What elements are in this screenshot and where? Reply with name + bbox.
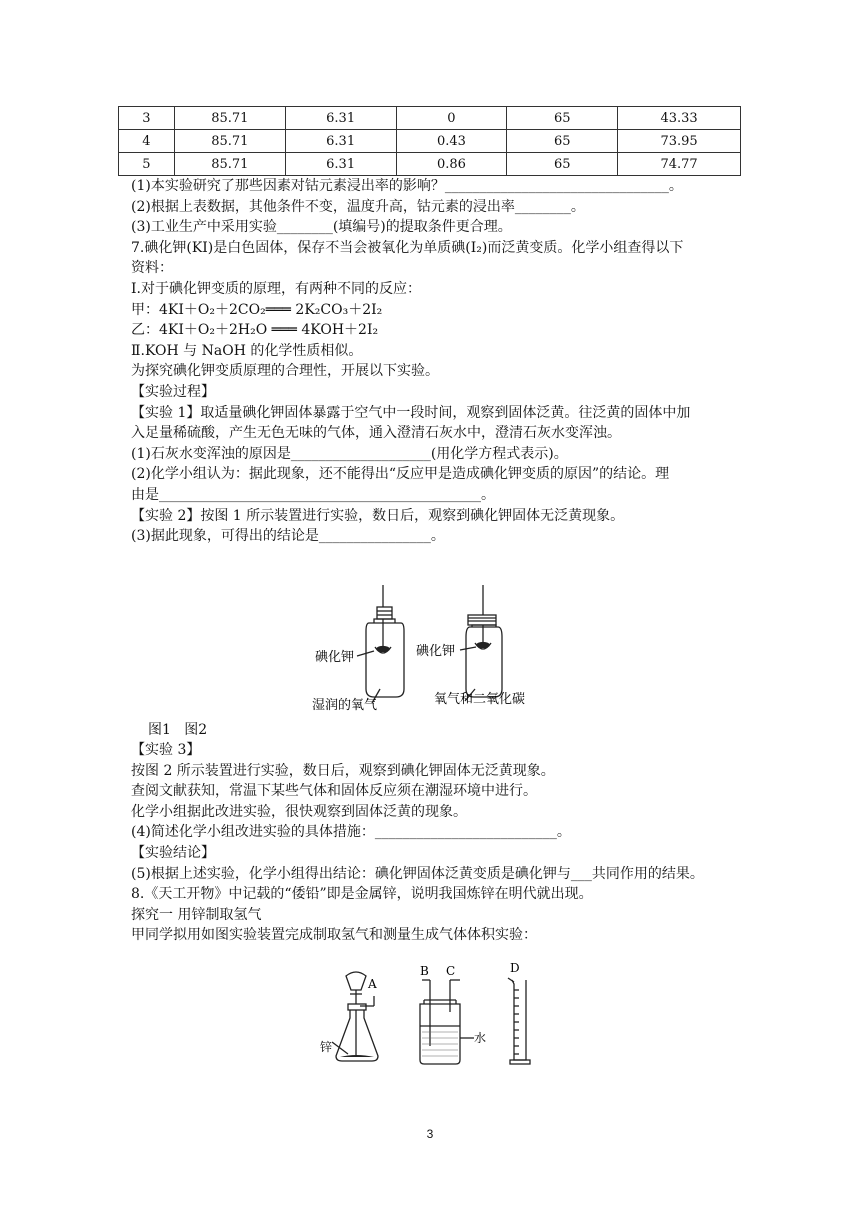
text-line: 探究一 用锌制取氢气 <box>131 906 262 923</box>
bottle-2 <box>460 585 502 701</box>
table-cell: 85.71 <box>174 130 285 153</box>
water-hatch <box>422 1032 458 1056</box>
text-line: 7.碘化钾(KI)是白色固体，保存不当会被氧化为单质碘(I₂)而泛黄变质。化学小组查得以下 <box>131 239 684 256</box>
label-b: B <box>420 964 429 978</box>
text-line: (3)工业生产中采用实验________(填编号)的提取条件更合理。 <box>131 219 512 236</box>
text-line: 按图 2 所示装置进行实验，数日后，观察到碘化钾固体无泛黄现象。 <box>131 762 555 779</box>
table-cell: 3 <box>119 107 175 130</box>
washing-bottle <box>420 980 474 1064</box>
text-line: (5)根据上述实验，化学小组得出结论：碘化钾固体泛黄变质是碘化钾与___共同作用的结果。 <box>131 865 704 882</box>
text-line: 为探究碘化钾变质原理的合理性，开展以下实验。 <box>131 363 439 380</box>
table-cell: 6.31 <box>285 130 396 153</box>
text-line: (3)据此现象，可得出的结论是________________。 <box>131 528 445 545</box>
text-line: 乙：4KI＋O₂＋2H₂O ═══ 4KOH＋2I₂ <box>131 322 379 339</box>
table-cell: 65 <box>507 130 618 153</box>
table-cell: 0.43 <box>396 130 507 153</box>
text-line: 甲：4KI＋O₂＋2CO₂═══ 2K₂CO₃＋2I₂ <box>131 301 383 318</box>
bottle-1 <box>357 585 404 703</box>
label-ki-right: 碘化钾 <box>416 644 456 659</box>
label-zinc: 锌 <box>320 1040 333 1054</box>
page-number: 3 <box>426 1127 434 1141</box>
label-ki-left: 碘化钾 <box>315 650 355 665</box>
graduated-cylinder <box>508 978 530 1064</box>
label-a: A <box>368 977 377 991</box>
label-c: C <box>446 964 456 978</box>
text-line: (1)石灰水变浑浊的原因是____________________(用化学方程式表示)。 <box>131 445 568 462</box>
text-line: Ⅱ.KOH 与 NaOH 的化学性质相似。 <box>131 342 363 359</box>
text-line: (2)根据上表数据，其他条件不变，温度升高，钴元素的浸出率________。 <box>131 198 585 215</box>
table-cell: 6.31 <box>285 153 396 176</box>
table-row <box>119 130 741 153</box>
table-cell: 74.77 <box>618 153 741 176</box>
table-cell: 65 <box>507 153 618 176</box>
label-d: D <box>510 961 520 975</box>
text-line: (4)简述化学小组改进实验的具体措施：__________________________。 <box>131 824 571 841</box>
table-cell: 5 <box>119 153 175 176</box>
table-cell: 85.71 <box>174 107 285 130</box>
table-cell: 0 <box>396 107 507 130</box>
label-water: 水 <box>474 1031 487 1045</box>
table-cell: 85.71 <box>174 153 285 176</box>
table-cell: 6.31 <box>285 107 396 130</box>
label-o2-co2: 氧气和二氧化碳 <box>434 692 526 707</box>
text-line: 【实验 1】取适量碘化钾固体暴露于空气中一段时间，观察到固体泛黄。往泛黄的固体中加 <box>131 404 691 421</box>
figure-caption: 图1 图2 <box>148 722 208 738</box>
label-wet-oxygen: 湿润的氧气 <box>312 698 378 713</box>
table-row <box>119 153 741 176</box>
text-line: (1)本实验研究了那些因素对钴元素浸出率的影响？________________________________。 <box>131 178 683 194</box>
text-line: 入足量稀硫酸，产生无色无味的气体，通入澄清石灰水中，澄清石灰水变浑浊。 <box>131 425 621 442</box>
text-line: 【实验过程】 <box>131 384 215 400</box>
table-cell: 65 <box>507 107 618 130</box>
text-line: 查阅文献获知，常温下某些气体和固体反应须在潮湿环境中进行。 <box>131 783 537 800</box>
text-line: Ⅰ.对于碘化钾变质的原理，有两种不同的反应： <box>131 281 421 297</box>
text-line: 甲同学拟用如图实验装置完成制取氢气和测量生成气体体积实验： <box>131 927 537 944</box>
text-line: 资料： <box>131 260 173 277</box>
table-cell: 43.33 <box>618 107 741 130</box>
table-cell: 73.95 <box>618 130 741 153</box>
text-line: 化学小组据此改进实验，很快观察到固体泛黄的现象。 <box>131 803 467 820</box>
figure-ki-bottles <box>300 585 550 715</box>
text-line: 【实验结论】 <box>131 845 215 861</box>
text-line: 【实验 3】 <box>131 742 201 758</box>
table-row <box>119 107 741 130</box>
table-cell: 4 <box>119 130 175 153</box>
text-line: 【实验 2】按图 1 所示装置进行实验，数日后，观察到碘化钾固体无泛黄现象。 <box>131 507 625 524</box>
table-cell: 0.86 <box>396 153 507 176</box>
text-line: (2)化学小组认为：据此现象，还不能得出“反应甲是造成碘化钾变质的原因”的结论。理 <box>131 466 670 483</box>
figure-hydrogen-apparatus <box>314 960 554 1072</box>
data-table <box>118 106 741 176</box>
text-line: 由是______________________________________________。 <box>131 487 495 503</box>
text-line: 8.《天工开物》中记载的“倭铅”即是金属锌，说明我国炼锌在明代就出现。 <box>131 886 593 903</box>
